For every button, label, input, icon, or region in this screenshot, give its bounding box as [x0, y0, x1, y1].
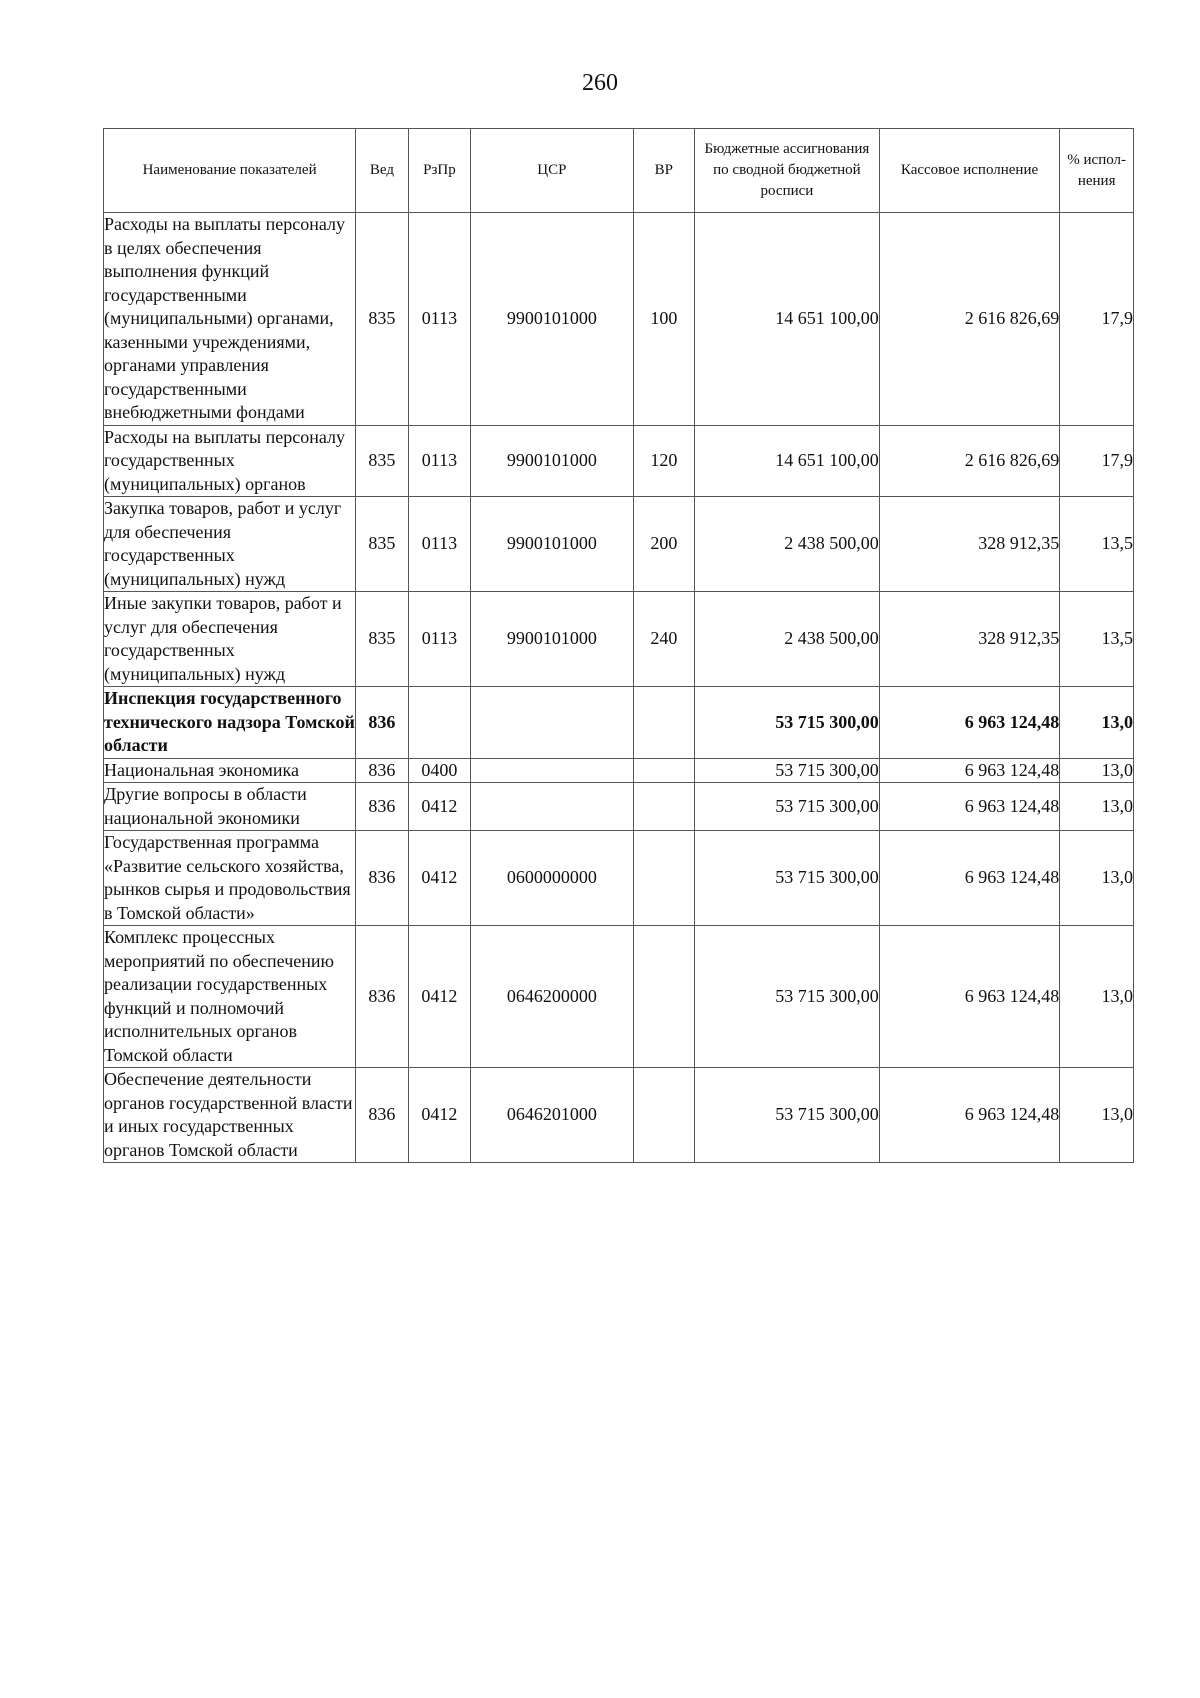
row-ved: 836 — [356, 831, 408, 926]
row-percent: 13,0 — [1060, 687, 1134, 759]
header-rzpr: РзПр — [408, 129, 471, 213]
row-csr: 9900101000 — [471, 213, 633, 426]
budget-execution-table — [103, 128, 1134, 1163]
row-rzpr: 0412 — [408, 783, 471, 831]
row-rzpr: 0113 — [408, 497, 471, 592]
row-vr: 200 — [633, 497, 695, 592]
row-executed: 6 963 124,48 — [879, 926, 1060, 1068]
row-csr — [471, 783, 633, 831]
row-executed: 6 963 124,48 — [879, 1068, 1060, 1163]
table-row — [104, 758, 1134, 783]
row-ved: 836 — [356, 783, 408, 831]
row-name: Национальная экономика — [104, 758, 356, 783]
row-percent: 13,0 — [1060, 783, 1134, 831]
row-percent: 17,9 — [1060, 213, 1134, 426]
row-name: Закупка товаров, работ и услуг для обеспечения государственных (муниципальных) нужд — [104, 497, 356, 592]
table-row-total — [104, 687, 1134, 759]
row-name: Расходы на выплаты персоналу государственных (муниципальных) органов — [104, 425, 356, 497]
row-vr — [633, 783, 695, 831]
row-assigned: 14 651 100,00 — [695, 213, 880, 426]
row-percent: 13,0 — [1060, 758, 1134, 783]
row-percent: 13,0 — [1060, 831, 1134, 926]
row-name: Иные закупки товаров, работ и услуг для обеспечения государственных (муниципальных) нужд — [104, 592, 356, 687]
row-executed: 6 963 124,48 — [879, 783, 1060, 831]
row-ved: 835 — [356, 592, 408, 687]
row-assigned: 53 715 300,00 — [695, 758, 880, 783]
header-csr: ЦСР — [471, 129, 633, 213]
row-rzpr: 0412 — [408, 831, 471, 926]
table-header-row — [104, 129, 1134, 213]
header-assigned: Бюджетные ассигнования по сводной бюджетной росписи — [695, 129, 880, 213]
table-row — [104, 497, 1134, 592]
row-ved: 836 — [356, 758, 408, 783]
row-percent: 13,5 — [1060, 497, 1134, 592]
row-ved: 836 — [356, 687, 408, 759]
row-executed: 328 912,35 — [879, 592, 1060, 687]
table-row — [104, 783, 1134, 831]
row-rzpr — [408, 687, 471, 759]
row-csr: 0646200000 — [471, 926, 633, 1068]
row-ved: 835 — [356, 425, 408, 497]
row-vr — [633, 1068, 695, 1163]
row-rzpr: 0412 — [408, 926, 471, 1068]
row-executed: 328 912,35 — [879, 497, 1060, 592]
table-row — [104, 1068, 1134, 1163]
row-percent: 13,5 — [1060, 592, 1134, 687]
row-rzpr: 0412 — [408, 1068, 471, 1163]
row-csr: 0646201000 — [471, 1068, 633, 1163]
row-percent: 17,9 — [1060, 425, 1134, 497]
row-name: Другие вопросы в области национальной экономики — [104, 783, 356, 831]
header-executed: Кассовое исполнение — [879, 129, 1060, 213]
row-name: Расходы на выплаты персоналу в целях обеспечения выполнения функций государственными (муниципальными) органами, казенными учреждениями, органами управления государственными внебюджетными фондами — [104, 213, 356, 426]
row-executed: 6 963 124,48 — [879, 687, 1060, 759]
row-vr — [633, 831, 695, 926]
row-executed: 2 616 826,69 — [879, 213, 1060, 426]
table-row — [104, 213, 1134, 426]
row-csr: 9900101000 — [471, 425, 633, 497]
row-csr: 0600000000 — [471, 831, 633, 926]
header-name: Наименование показателей — [104, 129, 356, 213]
table-row — [104, 926, 1134, 1068]
row-vr — [633, 687, 695, 759]
row-name: Государственная программа «Развитие сельского хозяйства, рынков сырья и продовольствия в Томской области» — [104, 831, 356, 926]
row-vr: 120 — [633, 425, 695, 497]
row-vr: 240 — [633, 592, 695, 687]
row-ved: 836 — [356, 1068, 408, 1163]
row-rzpr: 0113 — [408, 592, 471, 687]
header-percent: % испол-нения — [1060, 129, 1134, 213]
row-vr — [633, 758, 695, 783]
row-assigned: 2 438 500,00 — [695, 592, 880, 687]
row-percent: 13,0 — [1060, 926, 1134, 1068]
row-ved: 835 — [356, 497, 408, 592]
row-vr: 100 — [633, 213, 695, 426]
row-percent: 13,0 — [1060, 1068, 1134, 1163]
row-csr: 9900101000 — [471, 497, 633, 592]
row-name: Обеспечение деятельности органов государственной власти и иных государственных органов Томской области — [104, 1068, 356, 1163]
row-rzpr: 0400 — [408, 758, 471, 783]
row-assigned: 53 715 300,00 — [695, 1068, 880, 1163]
row-assigned: 53 715 300,00 — [695, 831, 880, 926]
row-assigned: 2 438 500,00 — [695, 497, 880, 592]
header-vr: ВР — [633, 129, 695, 213]
table-row — [104, 425, 1134, 497]
row-executed: 2 616 826,69 — [879, 425, 1060, 497]
table-row — [104, 831, 1134, 926]
row-csr: 9900101000 — [471, 592, 633, 687]
row-assigned: 53 715 300,00 — [695, 783, 880, 831]
row-ved: 836 — [356, 926, 408, 1068]
row-rzpr: 0113 — [408, 425, 471, 497]
table-row — [104, 592, 1134, 687]
header-ved: Вед — [356, 129, 408, 213]
row-assigned: 53 715 300,00 — [695, 687, 880, 759]
row-rzpr: 0113 — [408, 213, 471, 426]
row-executed: 6 963 124,48 — [879, 758, 1060, 783]
row-assigned: 53 715 300,00 — [695, 926, 880, 1068]
row-name: Инспекция государственного технического надзора Томской области — [104, 687, 356, 759]
row-name: Комплекс процессных мероприятий по обеспечению реализации государственных функций и полномочий исполнительных органов Томской области — [104, 926, 356, 1068]
row-ved: 835 — [356, 213, 408, 426]
row-vr — [633, 926, 695, 1068]
row-csr — [471, 687, 633, 759]
row-executed: 6 963 124,48 — [879, 831, 1060, 926]
row-csr — [471, 758, 633, 783]
page-number: 260 — [582, 70, 618, 96]
row-assigned: 14 651 100,00 — [695, 425, 880, 497]
